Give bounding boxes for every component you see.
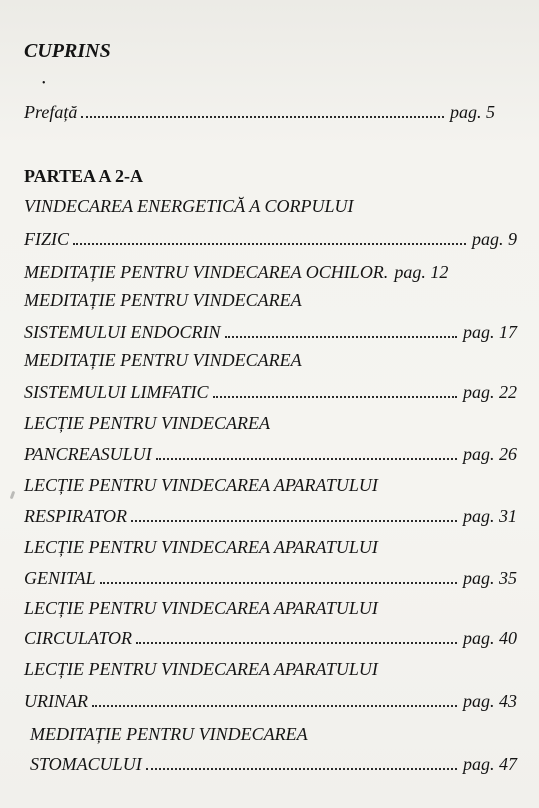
toc-entry-label: MEDITAȚIE PENTRU VINDECAREA OCHILOR.	[24, 262, 389, 282]
toc-page-number: pag. 43	[463, 691, 517, 711]
toc-entry-line1: MEDITAȚIE PENTRU VINDECAREA	[30, 724, 308, 744]
toc-entry-label: URINAR	[24, 691, 88, 711]
toc-entry-continuation	[24, 568, 517, 588]
toc-entry-continuation	[24, 229, 517, 249]
dot-leader	[146, 768, 457, 770]
toc-entry-continuation	[24, 322, 517, 342]
toc-entry	[24, 290, 517, 310]
toc-entry	[24, 537, 517, 557]
toc-entry-label: Prefață	[24, 102, 78, 122]
dot-leader	[136, 642, 457, 644]
toc-entry-label: GENITAL	[24, 568, 96, 588]
dot-leader	[100, 582, 457, 584]
toc-entry-label: STOMACULUI	[30, 754, 142, 774]
toc-page-number: pag. 47	[463, 754, 517, 774]
toc-entry-line1: MEDITAȚIE PENTRU VINDECAREA	[24, 350, 302, 370]
toc-entry-label: FIZIC	[24, 229, 69, 249]
toc-entry-line1: VINDECAREA ENERGETICĂ A CORPULUI	[24, 196, 354, 216]
toc-entry-line1: LECȚIE PENTRU VINDECAREA	[24, 413, 270, 433]
toc-entry-preface	[24, 102, 517, 122]
toc-entry-label: SISTEMULUI ENDOCRIN	[24, 322, 221, 342]
toc-page-number: pag. 35	[463, 568, 517, 588]
toc-entry-label: SISTEMULUI LIMFATIC	[24, 382, 209, 402]
toc-page-number: pag. 12	[394, 262, 449, 282]
ink-smudge	[10, 491, 16, 500]
toc-page-number: pag. 26	[463, 444, 517, 464]
toc-entry-continuation	[24, 444, 517, 464]
dot-leader	[213, 396, 457, 398]
dot-leader	[225, 336, 458, 338]
toc-entry	[24, 659, 517, 679]
dot-leader	[156, 458, 457, 460]
toc-entry-line1: LECȚIE PENTRU VINDECAREA APARATULUI	[24, 659, 378, 679]
toc-entry	[24, 598, 517, 618]
dot-leader	[131, 520, 457, 522]
toc-page-number: pag. 9	[472, 229, 517, 249]
toc-entry-label: PANCREASULUI	[24, 444, 152, 464]
toc-entry-continuation	[24, 506, 517, 526]
toc-page-number: pag. 31	[463, 506, 517, 526]
bullet-mark: •	[42, 78, 46, 89]
toc-entry	[24, 262, 517, 282]
toc-page-number: pag. 40	[463, 628, 517, 648]
toc-entry-line1: LECȚIE PENTRU VINDECAREA APARATULUI	[24, 537, 378, 557]
toc-entry-line1: LECȚIE PENTRU VINDECAREA APARATULUI	[24, 475, 378, 495]
toc-entry-continuation	[24, 382, 517, 402]
toc-page-number: pag. 22	[463, 382, 517, 402]
toc-entry-continuation	[24, 628, 517, 648]
toc-entry	[24, 196, 517, 216]
toc-entry	[24, 475, 517, 495]
dot-leader	[81, 116, 444, 118]
toc-entry-label: CIRCULATOR	[24, 628, 133, 648]
part-heading: PARTEA A 2-A	[24, 166, 144, 186]
toc-entry-continuation	[24, 691, 517, 711]
toc-entry-label: RESPIRATOR	[24, 506, 127, 526]
page-title: CUPRINS	[24, 40, 111, 62]
toc-entry	[24, 413, 517, 433]
dot-leader	[92, 705, 457, 707]
toc-entry-line1: MEDITAȚIE PENTRU VINDECAREA	[24, 290, 302, 310]
toc-entry-line1: LECȚIE PENTRU VINDECAREA APARATULUI	[24, 598, 378, 618]
toc-page-number: pag. 5	[450, 102, 495, 122]
toc-page-number: pag. 17	[463, 322, 517, 342]
toc-entry-continuation	[30, 754, 517, 774]
toc-entry	[30, 724, 517, 744]
dot-leader	[73, 243, 466, 245]
toc-entry	[24, 350, 517, 370]
